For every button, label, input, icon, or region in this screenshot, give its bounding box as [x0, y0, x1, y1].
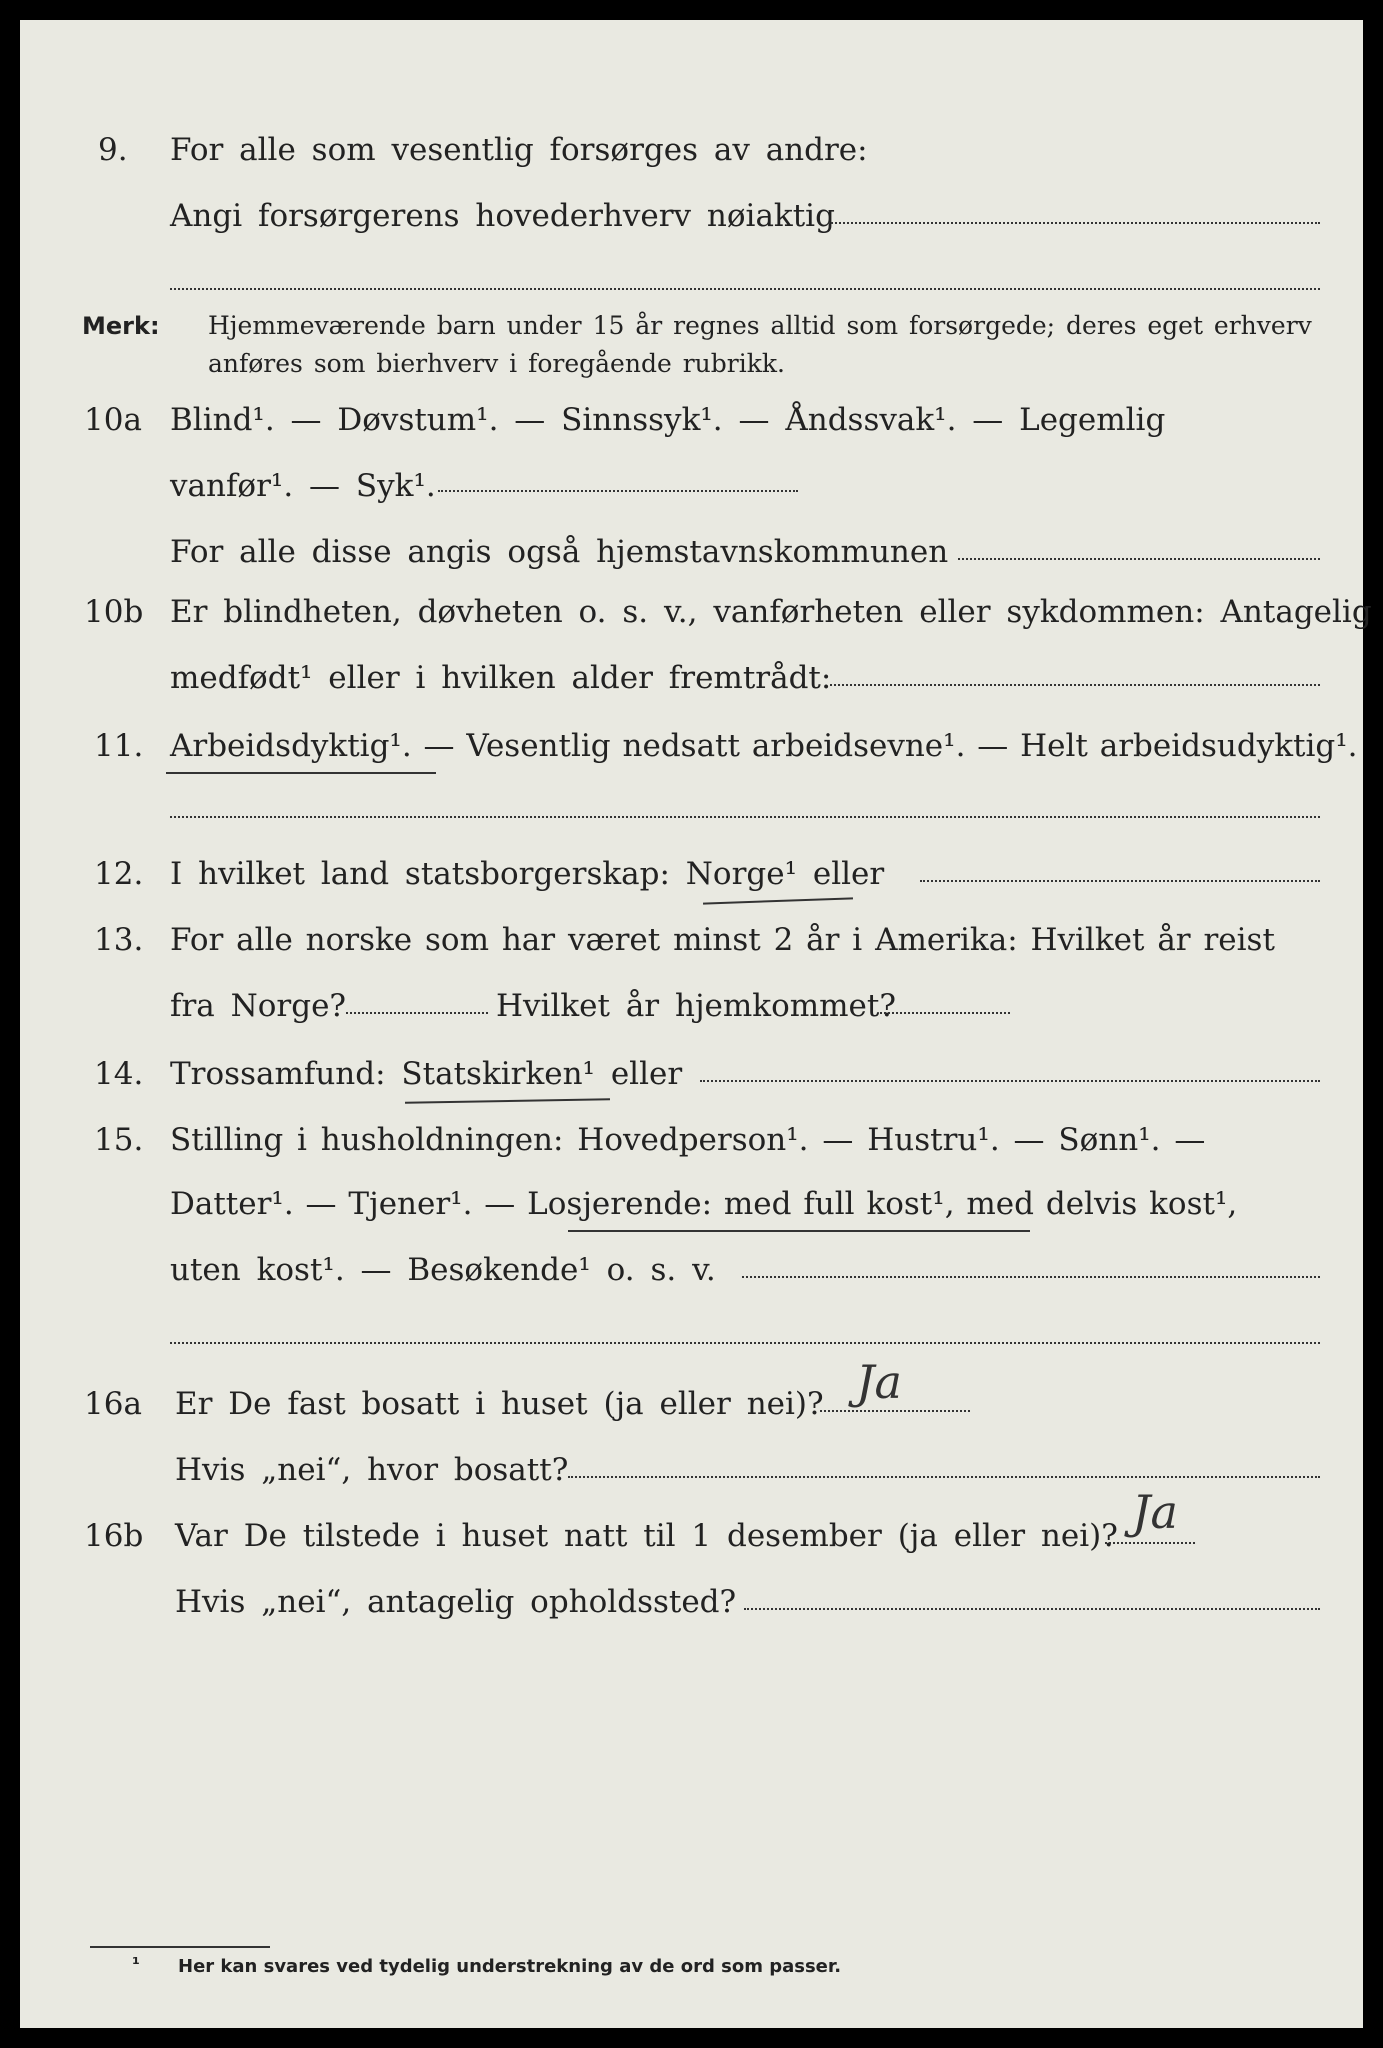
q14-handwritten-underline — [405, 1098, 610, 1104]
q16b-opholdssted-field[interactable] — [744, 1608, 1320, 1610]
q15-number: 15. — [94, 1122, 144, 1158]
q14-answer-field[interactable] — [700, 1080, 1320, 1082]
q13-number: 13. — [94, 922, 144, 958]
q14-text-line1: Trossamfund: Statskirken¹ eller — [170, 1056, 683, 1092]
q15-extra-field[interactable] — [170, 1342, 1320, 1344]
q13-text-line1: For alle norske som har været minst 2 år i Amerika: Hvilket år reist — [170, 922, 1275, 958]
footnote-rule — [90, 1946, 270, 1948]
q10a-text-line2: vanfør¹. — Syk¹. — [170, 468, 436, 504]
q10b-text-line2: medfødt¹ eller i hvilken alder fremtrådt: — [170, 660, 832, 696]
q11-extra-field[interactable] — [170, 816, 1320, 818]
q10a-syk-field[interactable] — [438, 490, 798, 492]
q9-text-line2: Angi forsørgerens hovederhverv nøiaktig — [170, 198, 835, 234]
q13-text-line2a: fra Norge? — [170, 988, 347, 1024]
q11-handwritten-underline — [166, 772, 436, 774]
q16b-handwritten-answer: Ja — [1132, 1485, 1178, 1539]
q16a-number: 16a — [84, 1386, 142, 1422]
q16a-text-line1: Er De fast bosatt i huset (ja eller nei)? — [175, 1386, 824, 1422]
merk-line1: Hjemmeværende barn under 15 år regnes alltid som forsørgede; deres eget erhverv — [208, 311, 1312, 340]
census-form-page — [20, 20, 1372, 2028]
q16a-bosatt-field[interactable] — [568, 1476, 1320, 1478]
q15-text-line3: uten kost¹. — Besøkende¹ o. s. v. — [170, 1252, 716, 1288]
q10a-number: 10a — [84, 402, 142, 438]
q15-text-line2: Datter¹. — Tjener¹. — Losjerende: med full kost¹, med delvis kost¹, — [170, 1186, 1238, 1222]
merk-line2: anføres som bierhverv i foregående rubrikk. — [208, 349, 785, 378]
merk-label: Merk: — [82, 312, 160, 340]
q16b-text-line2: Hvis „nei“, antagelig opholdssted? — [175, 1584, 737, 1620]
footnote-mark: ¹ — [132, 1954, 140, 1975]
q11-number: 11. — [94, 728, 144, 764]
q10b-number: 10b — [84, 594, 144, 630]
q9-number: 9. — [98, 132, 128, 168]
q15-text-line1: Stilling i husholdningen: Hovedperson¹. — Hustru¹. — Sønn¹. — — [170, 1122, 1206, 1158]
q13-text-line2b: Hvilket år hjemkommet? — [496, 988, 896, 1024]
q11-text-line1: Arbeidsdyktig¹. — Vesentlig nedsatt arbeidsevne¹. — Helt arbeidsudyktig¹. — [170, 728, 1358, 764]
q14-number: 14. — [94, 1056, 144, 1092]
q16b-number: 16b — [84, 1518, 144, 1554]
q12-handwritten-underline — [703, 897, 853, 904]
q15-handwritten-underline — [568, 1230, 1030, 1232]
q12-answer-field[interactable] — [920, 880, 1320, 882]
q16b-text-line1: Var De tilstede i huset natt til 1 desember (ja eller nei)? — [175, 1518, 1118, 1554]
q16a-text-line2: Hvis „nei“, hvor bosatt? — [175, 1452, 569, 1488]
q9-text-line1: For alle som vesentlig forsørges av andre: — [170, 132, 868, 168]
q10a-text-line3: For alle disse angis også hjemstavnskommunen — [170, 534, 949, 570]
footnote-text: Her kan svares ved tydelig understrekning av de ord som passer. — [178, 1956, 842, 1977]
q15-answer-field[interactable] — [742, 1276, 1320, 1278]
q9-extra-field[interactable] — [170, 288, 1320, 290]
q12-number: 12. — [94, 856, 144, 892]
q13-hjemkommet-field[interactable] — [880, 1012, 1010, 1014]
q13-reist-field[interactable] — [346, 1012, 488, 1014]
q10a-text-line1: Blind¹. — Døvstum¹. — Sinnssyk¹. — Åndssvak¹. — Legemlig — [170, 402, 1166, 438]
q10b-text-line1: Er blindheten, døvheten o. s. v., vanførheten eller sykdommen: Antagelig — [170, 594, 1372, 630]
q16a-handwritten-answer: Ja — [856, 1355, 902, 1409]
q9-answer-field[interactable] — [828, 222, 1320, 224]
q16b-answer-field[interactable] — [1105, 1542, 1195, 1544]
q10b-answer-field[interactable] — [830, 684, 1320, 686]
q10a-hjemstavn-field[interactable] — [958, 558, 1320, 560]
q12-text-line1: I hvilket land statsborgerskap: Norge¹ eller — [170, 856, 885, 892]
